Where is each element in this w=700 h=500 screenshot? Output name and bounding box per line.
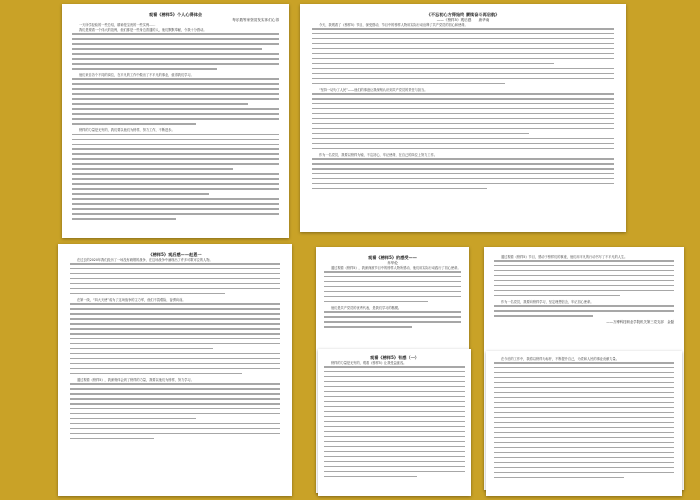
page-6-body-lines — [324, 366, 465, 477]
document-page-6 — [318, 349, 471, 496]
page-1-paragraph: 我们是观看一个伟大的范例，他们都是一些身边普通的人，他们默默奉献，令我十分感动。 — [79, 28, 207, 33]
page-4-author: 乔华伦 — [387, 261, 398, 265]
page-1-paragraph: 榜样的力量是无穷的，我们要以他们为榜样，努力工作，不断进步。 — [79, 128, 175, 133]
page-6-title: 观看《榜样5》有感（一） — [370, 355, 419, 360]
page-4-paragraph: 他们是共产党员的优秀代表，是我们学习的楷模。 — [331, 306, 402, 311]
page-6-paragraph: 榜样的力量是无穷的，观看《榜样5》让我受益匪浅。 — [331, 361, 407, 365]
page-3-paragraph: 通过观看《榜样5》，我深刻体会到了榜样的力量，我要以他们为榜样，努力学习。 — [77, 378, 194, 383]
document-page-3 — [58, 244, 292, 496]
page-2-paragraph: “坚持一切为了人民”——他们的事迹让我深刻认识到共产党员的责任与担当。 — [319, 88, 428, 93]
page-2-author: ——《榜样5》观后感 唐华南 — [436, 18, 490, 22]
page-2-title: 《不忘初心方得始终 赓续奋斗再启航》 — [426, 12, 500, 17]
page-7-body-lines — [494, 362, 674, 478]
page-5-signoff: ——万博科技职业学院机关第三党支部 金磊 — [606, 320, 674, 325]
page-7-paragraph: 在今后的工作中，我将以榜样为标杆，不断提升自己，为党和人民的事业贡献力量。 — [501, 357, 619, 361]
page-5-body-lines — [494, 260, 674, 296]
page-5-body-lines — [494, 305, 674, 316]
page-4-paragraph: 通过观看《榜样5》，我深深被节目中的榜样人物所感动，他们用实际行动践行了初心使命。 — [331, 266, 461, 270]
page-4-body-lines — [324, 271, 461, 302]
page-1-title: 观看《榜样5》个人心得体会 — [148, 12, 203, 17]
page-3-title: 《榜样5》观后感——赵恩一 — [148, 252, 202, 257]
page-2-body-lines — [312, 93, 614, 149]
document-page-7 — [486, 351, 682, 496]
page-3-body-lines — [70, 263, 280, 294]
document-page-2 — [300, 4, 626, 232]
page-4-title: 观看《榜样5》的感受—— — [368, 255, 417, 260]
page-1-body-lines — [72, 134, 279, 220]
page-1-body-lines — [72, 33, 279, 69]
page-1-byline: 每乐数等家资赏发实体们心得 — [232, 18, 279, 22]
page-1-paragraph: 他们来自各个不同的岗位，在平凡的工作中做出了不平凡的事业，值得我们学习。 — [79, 73, 194, 78]
page-2-body-lines — [312, 28, 614, 84]
page-4-body-lines — [324, 311, 461, 327]
page-1-body-lines — [72, 78, 279, 124]
page-2-paragraph: 作为一名党员，我要以榜样为镜，不忘初心，牢记使命，在自己的岗位上努力工作。 — [319, 153, 437, 158]
page-5-paragraph: 通过观看《榜样5》节目，感动于榜样们的事迹，他们用平凡的行动书写了不平凡的人生。 — [501, 255, 628, 259]
page-3-paragraph: 在过去的2020年我们经历了一场没有硝烟的战争，在这场战争中涌现出了许多可歌可泣的人物。 — [77, 258, 213, 262]
page-3-body-lines — [70, 383, 280, 439]
page-3-paragraph: 在第一线，“四大天使”成为了这场战争的主力军，他们不畏艰险，奋勇向前。 — [77, 298, 186, 303]
page-1-lead: 一天所学经验的一些总结，精神是宝贵的一些实例…… — [79, 23, 156, 27]
page-3-body-lines — [70, 303, 280, 374]
page-2-body-lines — [312, 158, 614, 189]
page-5-paragraph: 作为一名党员，我要向榜样学习，坚定理想信念，牢记初心使命。 — [501, 300, 594, 305]
document-page-1 — [62, 4, 289, 238]
page-2-paragraph: 今天，我观看了《榜样5》节目，深受感动，节目中的榜样人物用实际行动诠释了共产党员的初心和使命。 — [319, 23, 468, 27]
